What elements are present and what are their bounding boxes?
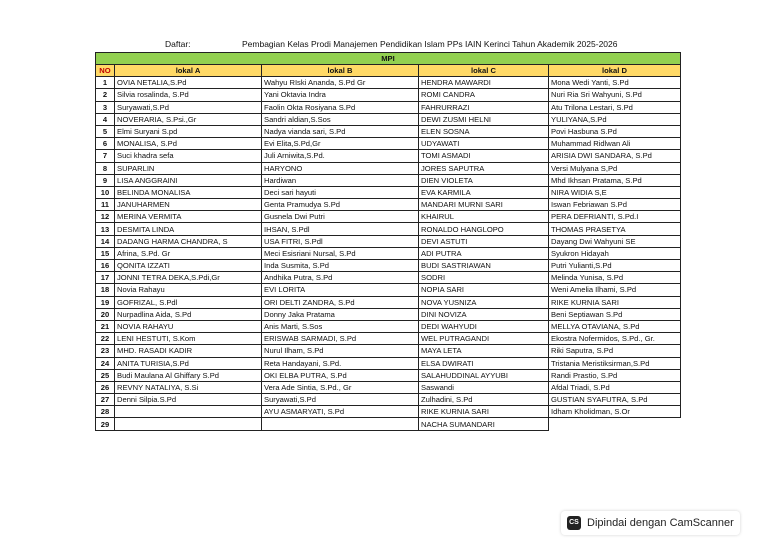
cell-no: 26 [96,381,115,393]
table-row [96,357,681,369]
cell-lokal-d: Syukron Hidayah [549,247,681,259]
cell-lokal-c: DEDI WAHYUDI [419,320,549,332]
cell-lokal-a: JANUHARMEN [115,199,262,211]
cell-no: 14 [96,235,115,247]
table-row [96,235,681,247]
cell-lokal-d: THOMAS PRASETYA [549,223,681,235]
cell-lokal-b: Hardiwan [262,174,419,186]
cell-lokal-b: Anis Marti, S.Sos [262,320,419,332]
table-row [96,320,681,332]
table-row [96,333,681,345]
table-row [96,260,681,272]
cell-lokal-c: Zulhadini, S.Pd [419,394,549,406]
daftar-label: Daftar: [165,39,191,49]
cell-no: 24 [96,357,115,369]
table-row [96,162,681,174]
cell-lokal-c: MAYA LETA [419,345,549,357]
cell-no: 6 [96,138,115,150]
table-row [96,308,681,320]
table-row [96,199,681,211]
cell-lokal-c: NACHA SUMANDARI [419,418,549,430]
cell-lokal-b: Andhika Putra, S.Pd [262,272,419,284]
cell-lokal-b: ERISWAB SARMADI, S.Pd [262,333,419,345]
cell-lokal-a: Silvia rosalinda, S.Pd [115,89,262,101]
cell-lokal-b: Deci sari hayuti [262,186,419,198]
cell-lokal-b: Suryawati,S.Pd [262,394,419,406]
cell-lokal-a: OVIA NETALIA,S.Pd [115,77,262,89]
cell-no: 28 [96,406,115,418]
table-row [96,381,681,393]
cell-lokal-c: EVA KARMILA [419,186,549,198]
cell-lokal-a: REVNY NATALIYA, S.Si [115,381,262,393]
table-row [96,138,681,150]
camscanner-logo-icon: CS [567,516,581,530]
cell-lokal-b: Nadya vianda sari, S.Pd [262,125,419,137]
cell-lokal-b: AYU ASMARYATI, S.Pd [262,406,419,418]
cell-lokal-d: Putri Yulianti,S.Pd [549,260,681,272]
cell-lokal-a: MONALISA, S.Pd [115,138,262,150]
cell-no: 20 [96,308,115,320]
cell-lokal-c: DINI NOVIZA [419,308,549,320]
cell-lokal-b: Genta Pramudya S.Pd [262,199,419,211]
table-row [96,394,681,406]
cell-no: 12 [96,211,115,223]
cell-lokal-d: Tristania Meristiksirman,S.Pd [549,357,681,369]
cell-no: 27 [96,394,115,406]
cell-lokal-b: Sandri aldian,S.Sos [262,113,419,125]
cell-lokal-b: Nurul Ilham, S.Pd [262,345,419,357]
column-header-lokal-c: lokal C [419,65,549,77]
document-title: Pembagian Kelas Prodi Manajemen Pendidikan Islam PPs IAIN Kerinci Tahun Akademik 2025-2026 [242,39,618,49]
table-row [96,77,681,89]
cell-lokal-a: Afrina, S.Pd. Gr [115,247,262,259]
cell-lokal-b: Wahyu RIski Ananda, S.Pd Gr [262,77,419,89]
cell-no: 23 [96,345,115,357]
table-row [96,406,681,418]
cell-lokal-d: NIRA WIDIA S,E [549,186,681,198]
cell-lokal-a: Novia Rahayu [115,284,262,296]
cell-lokal-c: UDYAWATI [419,138,549,150]
cell-lokal-d: Mona Wedi Yanti, S.Pd [549,77,681,89]
cell-lokal-b: Donny Jaka Pratama [262,308,419,320]
cell-lokal-d: GUSTIAN SYAFUTRA, S.Pd [549,394,681,406]
cell-lokal-a [115,406,262,418]
column-header-no: NO [96,65,115,77]
cell-lokal-a: LENI HESTUTI, S.Kom [115,333,262,345]
class-division-table [95,52,681,431]
cell-lokal-d: ARISIA DWI SANDARA, S.Pd [549,150,681,162]
cell-lokal-b: Vera Ade Sintia, S.Pd., Gr [262,381,419,393]
cell-lokal-c: WEL PUTRAGANDI [419,333,549,345]
cell-lokal-a: NOVERARIA, S.Psi.,Gr [115,113,262,125]
cell-no: 18 [96,284,115,296]
cell-lokal-c: RONALDO HANGLOPO [419,223,549,235]
cell-lokal-b: Reta Handayani, S.Pd. [262,357,419,369]
cell-lokal-b: Yani Oktavia Indra [262,89,419,101]
cell-lokal-b: OKI ELBA PUTRA, S.Pd [262,369,419,381]
cell-no: 16 [96,260,115,272]
table-row [96,125,681,137]
cell-lokal-d: MELLYA OTAVIANA, S.Pd [549,320,681,332]
cell-lokal-c: ADI PUTRA [419,247,549,259]
cell-lokal-a: QONITA IZZATI [115,260,262,272]
table-row [96,89,681,101]
cell-lokal-b: EVI LORITA [262,284,419,296]
cell-no: 17 [96,272,115,284]
cell-lokal-d: Atu Trilona Lestari, S.Pd [549,101,681,113]
cell-lokal-a: Denni Silpia.S.Pd [115,394,262,406]
cell-lokal-a: BELINDA MONALISA [115,186,262,198]
cell-lokal-d: RIKE KURNIA SARI [549,296,681,308]
cell-lokal-b: Faolin Okta Rosiyana S.Pd [262,101,419,113]
cell-no: 7 [96,150,115,162]
cell-lokal-c: ELEN SOSNA [419,125,549,137]
cell-lokal-a: DADANG HARMA CHANDRA, S [115,235,262,247]
group-label: MPI [96,53,681,65]
cell-lokal-a: Suryawati,S.Pd [115,101,262,113]
table-row [96,186,681,198]
cell-lokal-a: GOFRIZAL, S.Pdl [115,296,262,308]
cell-no: 22 [96,333,115,345]
cell-lokal-a: Budi Maulana Al Ghiffary S.Pd [115,369,262,381]
cell-no: 9 [96,174,115,186]
cell-lokal-a: JONNI TETRA DEKA,S.Pdi,Gr [115,272,262,284]
cell-lokal-d: Ekostra Nofermidos, S.Pd., Gr. [549,333,681,345]
cell-lokal-d: Povi Hasbuna S.Pd [549,125,681,137]
cell-lokal-a: NOVIA RAHAYU [115,320,262,332]
cell-lokal-a: MHD. RASADI KADIR [115,345,262,357]
cell-lokal-c: NOVA YUSNIZA [419,296,549,308]
table-row [96,284,681,296]
cell-lokal-b: Meci Esisriani Nursal, S.Pd [262,247,419,259]
cell-lokal-b: ORI DELTI ZANDRA, S.Pd [262,296,419,308]
cell-lokal-c: DEVI ASTUTI [419,235,549,247]
cell-no: 21 [96,320,115,332]
cell-lokal-b: IHSAN, S.Pdl [262,223,419,235]
cell-lokal-b: Gusnela Dwi Putri [262,211,419,223]
cell-lokal-d: Mhd Ikhsan Pratama, S.Pd [549,174,681,186]
cell-lokal-d: Dayang Dwi Wahyuni SE [549,235,681,247]
cell-lokal-d: Idham Kholidman, S.Or [549,406,681,418]
column-header-lokal-b: lokal B [262,65,419,77]
column-header-lokal-a: lokal A [115,65,262,77]
cell-lokal-a: SUPARLIN [115,162,262,174]
table-row [96,174,681,186]
cell-lokal-a: Suci khadra sefa [115,150,262,162]
cell-lokal-a: ANITA TURISIA,S.Pd [115,357,262,369]
cell-lokal-a [115,418,262,430]
cell-no: 4 [96,113,115,125]
cell-no: 15 [96,247,115,259]
cell-lokal-c: SALAHUDDINAL AYYUBI [419,369,549,381]
cell-no: 11 [96,199,115,211]
cell-lokal-c: KHAIRUL [419,211,549,223]
cell-lokal-a: Nurpadlina Aida, S.Pd [115,308,262,320]
cell-lokal-d: Randi Prastio, S.Pd [549,369,681,381]
cell-lokal-d: Versi Mulyana S,Pd [549,162,681,174]
cell-lokal-c: ELSA DWIRATI [419,357,549,369]
cell-lokal-c: Saswandi [419,381,549,393]
cell-no: 2 [96,89,115,101]
table-row [96,296,681,308]
cell-no: 5 [96,125,115,137]
table-row [96,211,681,223]
table-row [96,223,681,235]
table-row [96,272,681,284]
cell-no: 8 [96,162,115,174]
table-row [96,150,681,162]
cell-lokal-a: LISA ANGGRAINI [115,174,262,186]
cell-lokal-c: ROMI CANDRA [419,89,549,101]
cell-lokal-b [262,418,419,430]
cell-lokal-d: PERA DEFRIANTI, S.Pd.I [549,211,681,223]
cell-lokal-c: MANDARI MURNI SARI [419,199,549,211]
cell-lokal-d: Beni Septiawan S.Pd [549,308,681,320]
cell-lokal-d: Nuri Ria Sri Wahyuni, S.Pd [549,89,681,101]
cell-lokal-b: Juli Arniwita,S.Pd. [262,150,419,162]
cell-lokal-c: RIKE KURNIA SARI [419,406,549,418]
cell-lokal-c: TOMI ASMADI [419,150,549,162]
table-row [96,418,681,430]
group-header-row [96,53,681,65]
column-header-row [96,65,681,77]
cell-lokal-a: Elmi Suryani S.pd [115,125,262,137]
cell-lokal-d: Riki Saputra, S.Pd [549,345,681,357]
table-row [96,101,681,113]
cell-lokal-d [549,418,681,430]
cell-lokal-d: Melinda Yunisa, S.Pd [549,272,681,284]
cell-lokal-d: Afdal Triadi, S.Pd [549,381,681,393]
cell-lokal-b: USA FITRI, S.Pdl [262,235,419,247]
cell-no: 13 [96,223,115,235]
cell-lokal-c: DIEN VIOLETA [419,174,549,186]
table-row [96,369,681,381]
cell-lokal-b: Evi Elita,S.Pd,Gr [262,138,419,150]
cell-lokal-d: Iswan Febriawan S.Pd [549,199,681,211]
cell-lokal-b: Inda Susmita, S.Pd [262,260,419,272]
table-row [96,345,681,357]
column-header-lokal-d: lokal D [549,65,681,77]
cell-no: 25 [96,369,115,381]
cell-lokal-a: MERINA VERMITA [115,211,262,223]
cell-lokal-b: HARYONO [262,162,419,174]
cell-lokal-d: YULIYANA,S.Pd [549,113,681,125]
cell-lokal-c: FAHRURRAZI [419,101,549,113]
cell-lokal-c: JORES SAPUTRA [419,162,549,174]
cell-lokal-d: Muhammad Ridlwan Ali [549,138,681,150]
camscanner-watermark [561,511,740,535]
cell-lokal-c: BUDI SASTRIAWAN [419,260,549,272]
cell-lokal-c: HENDRA MAWARDI [419,77,549,89]
cell-lokal-a: DESMITA LINDA [115,223,262,235]
cell-no: 3 [96,101,115,113]
cell-lokal-c: DEWI ZUSMI HELNI [419,113,549,125]
cell-lokal-c: SODRI [419,272,549,284]
cell-lokal-d: Weni Amelia Ilhami, S.Pd [549,284,681,296]
table-row [96,247,681,259]
cell-no: 10 [96,186,115,198]
camscanner-text: Dipindai dengan CamScanner [587,517,734,529]
cell-no: 1 [96,77,115,89]
table-row [96,113,681,125]
cell-no: 19 [96,296,115,308]
cell-lokal-c: NOPIA SARI [419,284,549,296]
cell-no: 29 [96,418,115,430]
